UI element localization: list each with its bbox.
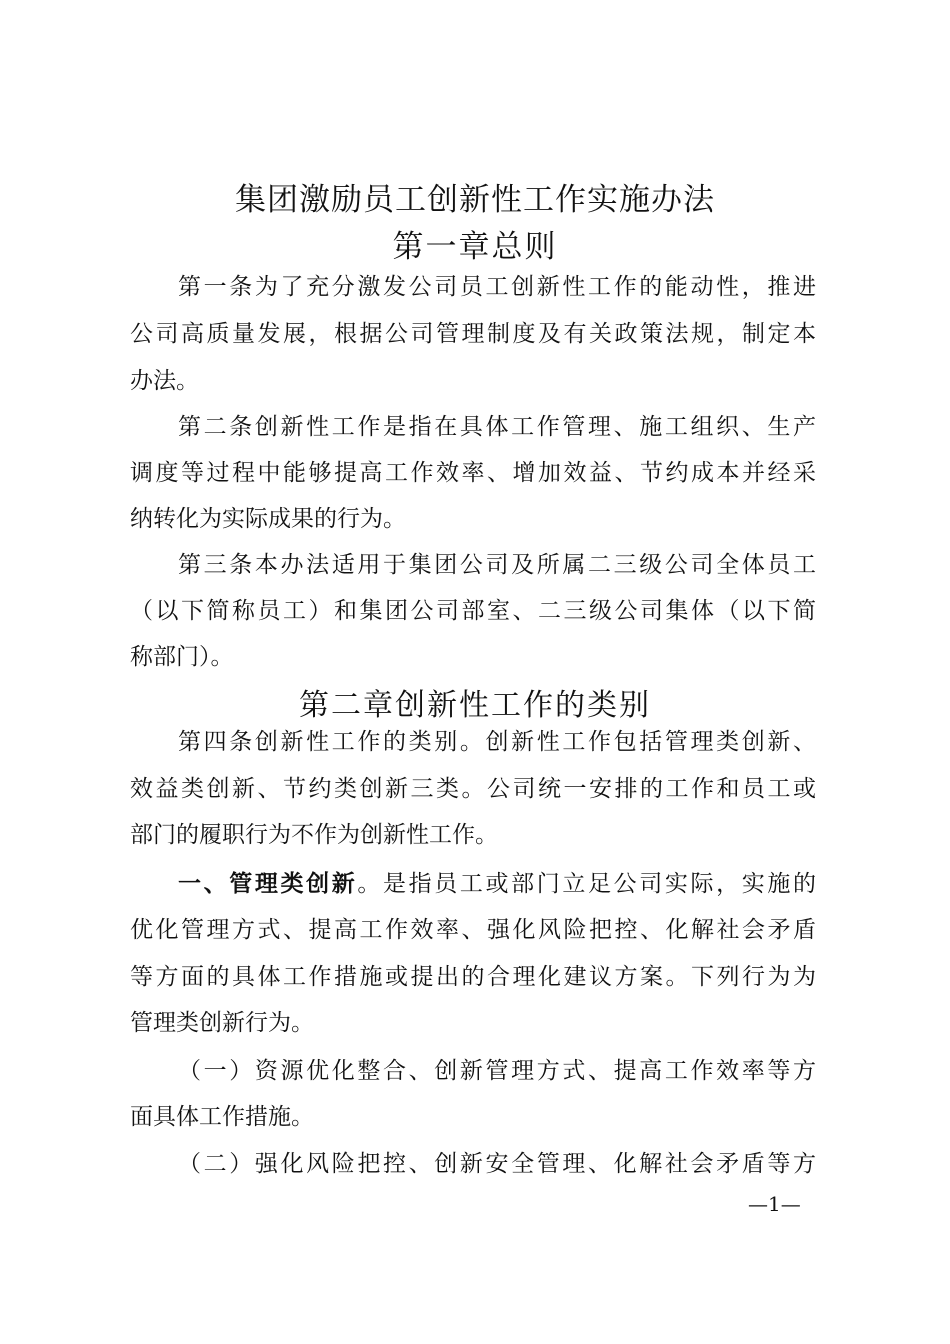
article-3-line: （以下简称员工）和集团公司部室、二三级公司集体（以下简 — [130, 598, 816, 624]
chapter-2-heading: 第二章创新性工作的类别 — [299, 688, 651, 723]
article-2-line: 纳转化为实际成果的行为。 — [130, 506, 406, 532]
section-1-line: 等方面的具体工作措施或提出的合理化建议方案。下列行为为 — [130, 964, 816, 990]
article-2-line: 调度等过程中能够提高工作效率、增加效益、节约成本并经采 — [130, 460, 816, 486]
section-1-line: 优化管理方式、提高工作效率、强化风险把控、化解社会矛盾 — [130, 917, 816, 943]
item-1-line: （一）资源优化整合、创新管理方式、提高工作效率等方 — [178, 1058, 816, 1084]
chapter-1-heading: 第一章总则 — [392, 229, 558, 265]
page-number: —1— — [748, 1192, 801, 1216]
section-1-text: 。是指员工或部门立足公司实际，实施的 — [357, 871, 816, 897]
article-1-line: 公司高质量发展，根据公司管理制度及有关政策法规，制定本 — [130, 321, 816, 347]
article-4-line: 部门的履职行为不作为创新性工作。 — [130, 822, 498, 848]
article-3-line: 称部门）。 — [130, 644, 234, 670]
article-4-line: 第四条创新性工作的类别。创新性工作包括管理类创新、 — [178, 729, 816, 755]
document-title: 集团激励员工创新性工作实施办法 — [235, 182, 715, 218]
article-2-line: 第二条创新性工作是指在具体工作管理、施工组织、生产 — [178, 414, 816, 440]
article-4-line: 效益类创新、节约类创新三类。公司统一安排的工作和员工或 — [130, 776, 816, 802]
article-1-line: 第一条为了充分激发公司员工创新性工作的能动性，推进 — [178, 274, 816, 300]
item-1-line: 面具体工作措施。 — [130, 1104, 314, 1130]
article-1-line: 办法。 — [130, 368, 199, 394]
section-1-label: 一、管理类创新 — [178, 871, 358, 897]
article-3-line: 第三条本办法适用于集团公司及所属二三级公司全体员工 — [178, 552, 816, 578]
item-2-line: （二）强化风险把控、创新安全管理、化解社会矛盾等方 — [178, 1151, 816, 1177]
section-1-line — [178, 869, 816, 899]
section-1-line: 管理类创新行为。 — [130, 1010, 314, 1036]
